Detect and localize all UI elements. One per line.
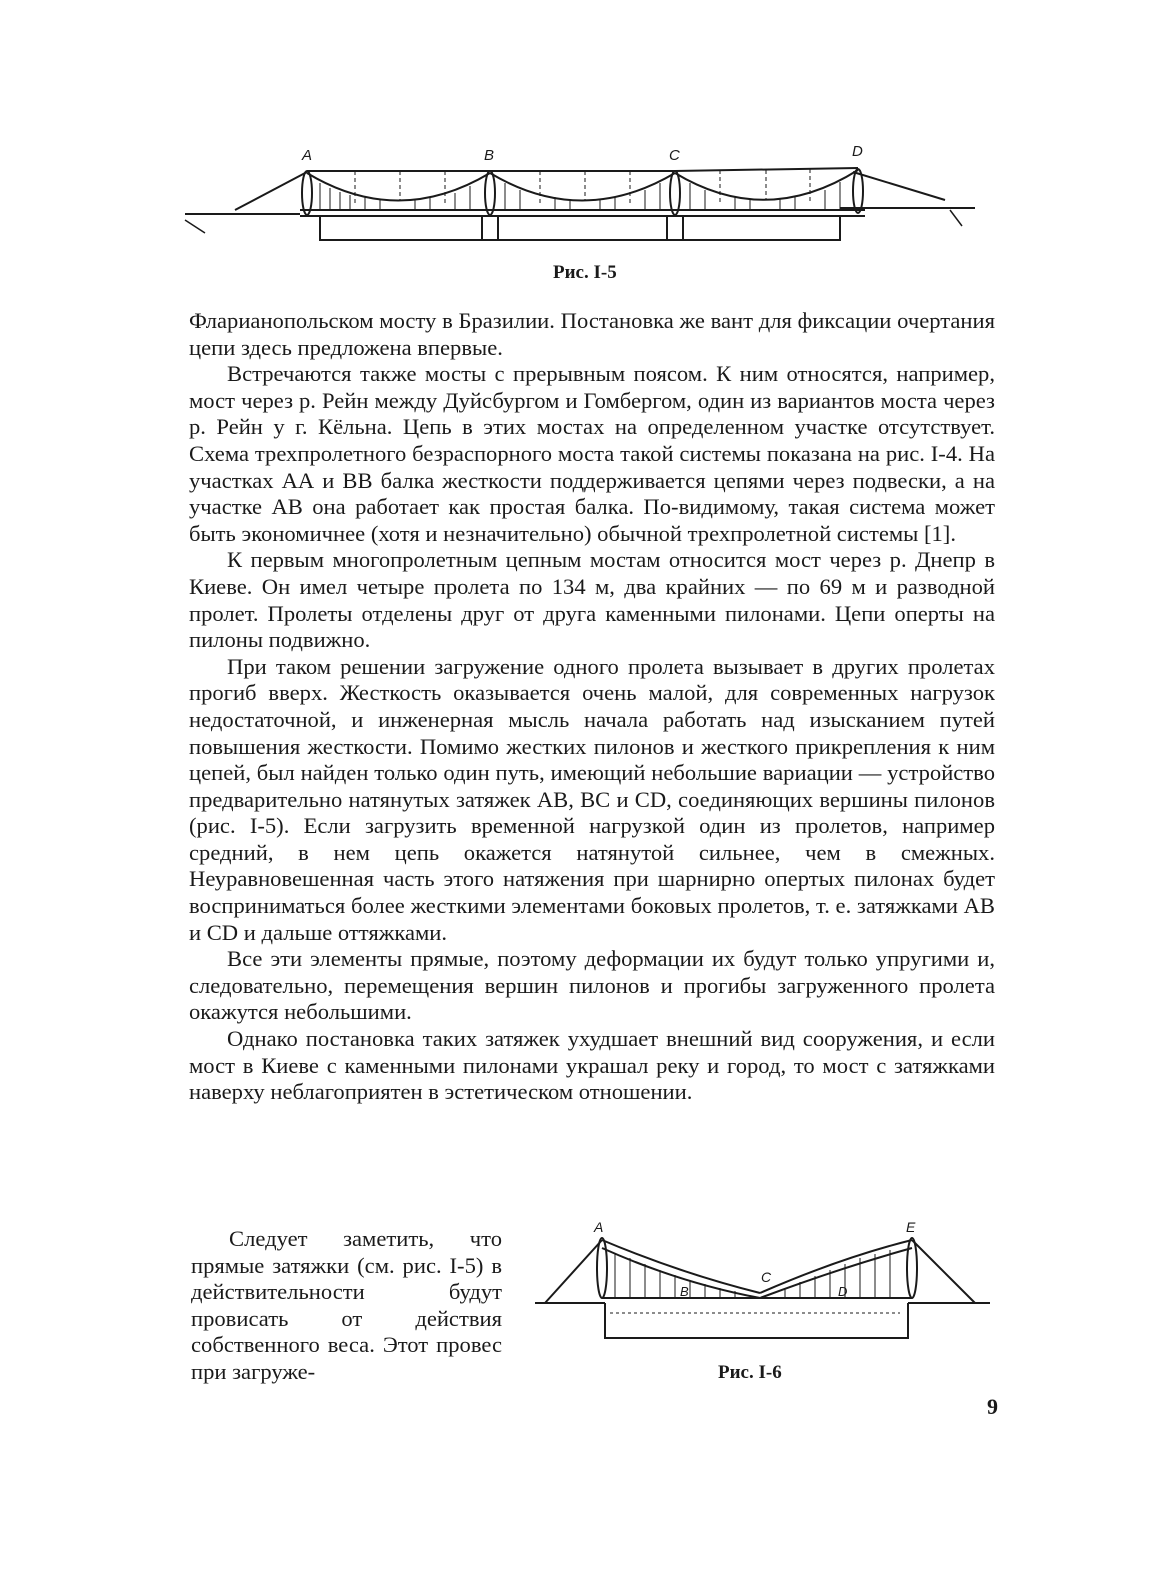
bottom-text: [191, 1226, 502, 1386]
fig1-label-b: B: [484, 147, 495, 164]
paragraph: Встречаются также мосты с прерывным поясом. К ним относятся, например, мост через р. Рейн между Дуйсбургом и Гомбергом, один из вариантов моста через р. Рейн у г. Кёльна. Цепь в этих мостах на определенном участке отсутствует. Схема трехпролетного безраспорного моста такой системы показана на рис. I-4. На участках АА и ВВ балка жесткости поддерживается цепями через подвески, а на участке АВ она работает как простая балка. По-видимому, такая система может быть экономичнее (хотя и незначительно) обычной трехпролетной системы [1].: [189, 361, 995, 546]
fig1-label-d: D: [852, 143, 863, 160]
main-text: [189, 308, 995, 1106]
paragraph: Все эти элементы прямые, поэтому деформации их будут только упругими и, следовательно, перемещения вершин пилонов и прогибы загруженного пролета окажутся небольшими.: [189, 946, 995, 1025]
fig2-label-a: A: [594, 1219, 604, 1235]
fig2-label-c: C: [761, 1269, 772, 1285]
figure-1-6-bridge-diagram: [530, 1218, 1000, 1348]
figure-1-5-bridge-diagram: [180, 138, 980, 248]
figure-1-6-caption: Рис. I-6: [718, 1362, 782, 1383]
paragraph: Следует заметить, что прямые затяжки (см. рис. I-5) в действительности будут провисать от действия собственного веса. Этот провес при загруже-: [191, 1226, 502, 1384]
page-number: 9: [987, 1394, 998, 1419]
paragraph: Однако постановка таких затяжек ухудшает внешний вид сооружения, и если мост в Киеве с каменными пилонами украшал реку и город, то мост с затяжками наверху неблагоприятен в эстетическом отношении.: [189, 1026, 995, 1105]
paragraph: К первым многопролетным цепным мостам относится мост через р. Днепр в Киеве. Он имел четыре пролета по 134 м, два крайних — по 69 м и разводной пролет. Пролеты отделены друг от друга каменными пилонами. Цепи оперты на пилоны подвижно.: [189, 547, 995, 653]
figure-1-5-caption: Рис. I-5: [553, 262, 617, 283]
fig2-label-b: B: [680, 1284, 689, 1299]
fig1-label-a: A: [302, 147, 313, 164]
paragraph: При таком решении загружение одного пролета вызывает в других пролетах прогиб вверх. Жесткость оказывается очень малой, для современных нагрузок недостаточной, и инженерная мысль начала работать над изысканием путей повышения жесткости. Помимо жестких пилонов и жесткого прикрепления к ним цепей, был найден только один путь, имеющий небольшие вариации — устройство предварительно натянутых затяжек АВ, ВС и CD, соединяющих вершины пилонов (рис. I-5). Если загрузить временной нагрузкой один из пролетов, например средний, в нем цепь окажется натянутой сильнее, чем в смежных. Неуравновешенная часть этого натяжения при шарнирно опертых пилонах будет восприниматься более жесткими элементами боковых пролетов, т. е. затяжками АВ и CD и дальше оттяжками.: [189, 653, 995, 945]
fig2-label-d: D: [838, 1284, 848, 1299]
fig1-label-c: C: [669, 147, 680, 164]
paragraph: Фларианопольском мосту в Бразилии. Постановка же вант для фиксации очертания цепи здесь предложена впервые.: [189, 308, 995, 360]
fig2-label-e: E: [906, 1219, 916, 1235]
